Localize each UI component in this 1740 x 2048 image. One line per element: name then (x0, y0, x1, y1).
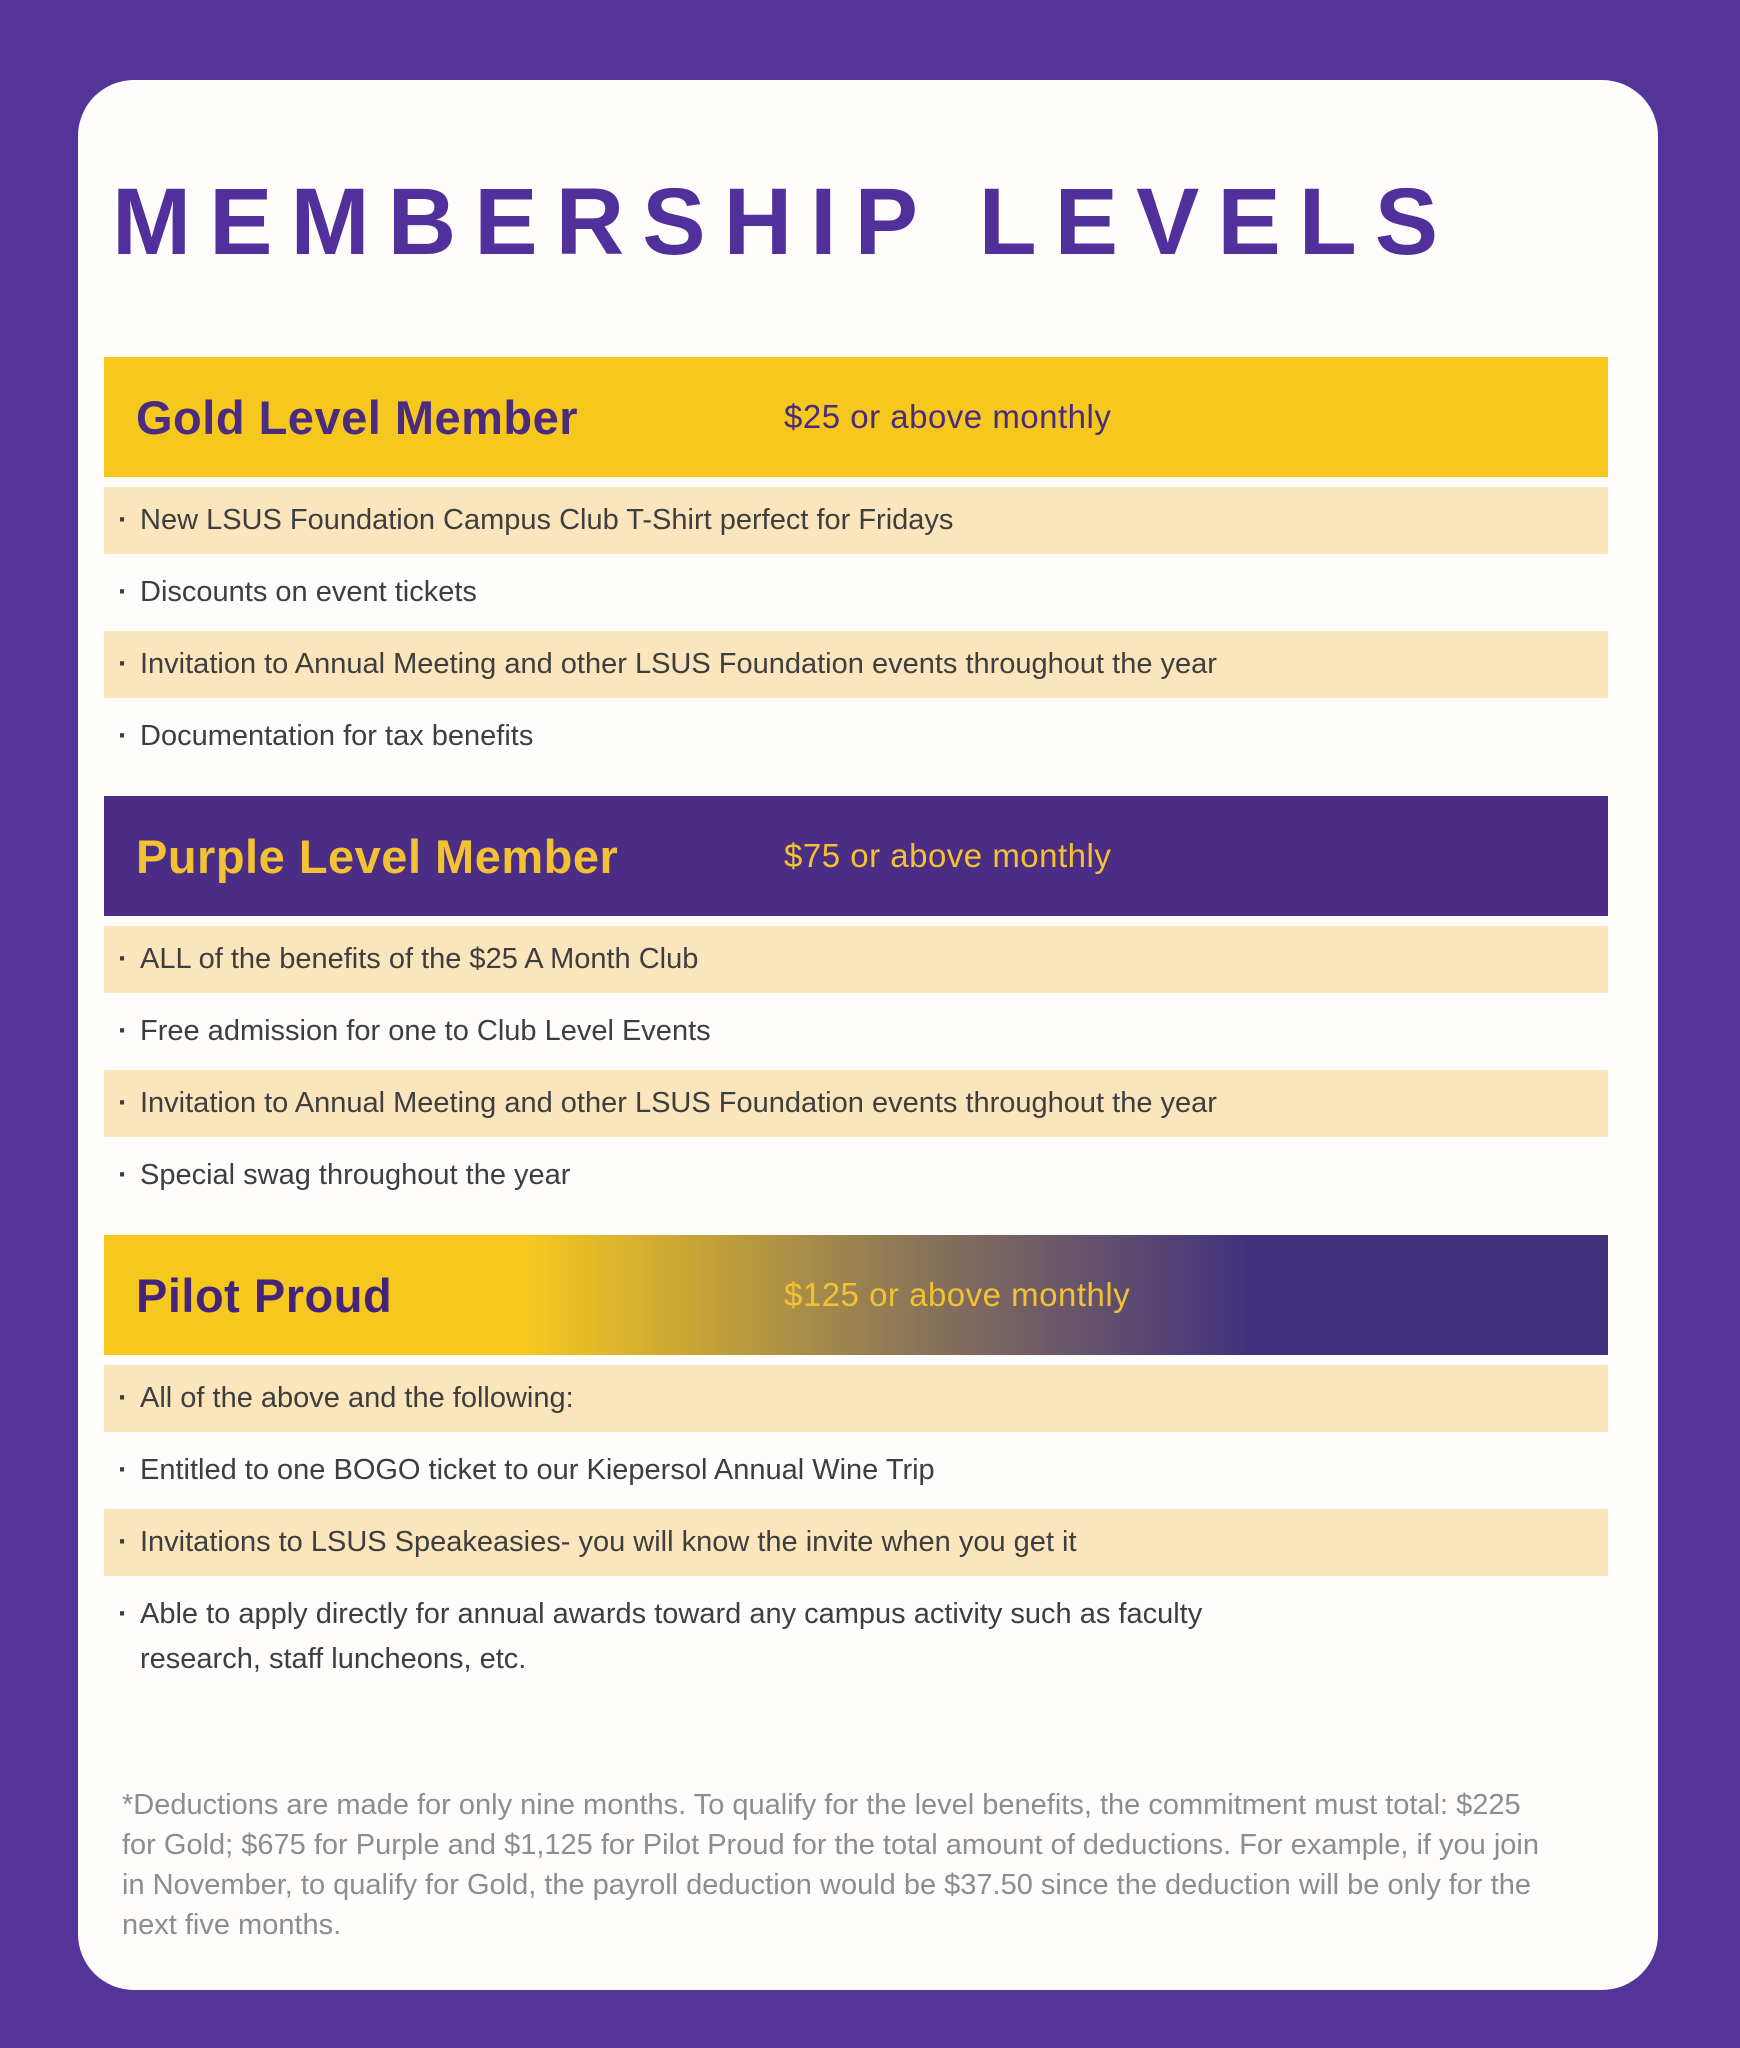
bullet-icon: · (118, 720, 128, 752)
benefit-item (104, 1509, 1608, 1576)
bullet-icon: · (118, 648, 128, 680)
pilot-section-price: $125 or above monthly (784, 1276, 1131, 1313)
benefit-text: Documentation for tax benefits (140, 720, 534, 752)
section-pilot-proud (104, 1235, 1608, 1693)
bullet-icon: · (118, 1454, 128, 1486)
section-gold (104, 357, 1608, 770)
gold-section-title: Gold Level Member (136, 390, 579, 444)
pilot-section-title: Pilot Proud (136, 1268, 393, 1322)
purple-benefit-list (104, 926, 1608, 1209)
bullet-icon: · (118, 1087, 128, 1119)
bullet-icon: · (118, 576, 128, 608)
purple-section-price: $75 or above monthly (784, 837, 1112, 874)
benefit-item (104, 1070, 1608, 1137)
bullet-icon: · (118, 1159, 128, 1191)
benefit-text: Invitation to Annual Meeting and other LSUS Foundation events throughout the year (140, 648, 1217, 680)
gold-benefit-list (104, 487, 1608, 770)
membership-card (78, 80, 1658, 1990)
benefit-item (104, 631, 1608, 698)
benefit-item (104, 1142, 1608, 1209)
benefit-text: Able to apply directly for annual awards toward any campus activity such as faculty research, staff luncheons, etc. (140, 1598, 1203, 1675)
page-title: MEMBERSHIP LEVELS (112, 169, 1457, 275)
bullet-icon: · (118, 504, 128, 536)
benefit-item (104, 1437, 1608, 1504)
benefit-text: All of the above and the following: (140, 1382, 574, 1414)
benefit-item (104, 998, 1608, 1065)
benefit-text: Special swag throughout the year (140, 1159, 571, 1191)
benefit-text: New LSUS Foundation Campus Club T-Shirt perfect for Fridays (140, 504, 954, 536)
bullet-icon: · (118, 1598, 128, 1630)
gold-section-header (104, 357, 1608, 477)
benefit-text: ALL of the benefits of the $25 A Month Club (140, 943, 699, 975)
bullet-icon: · (118, 943, 128, 975)
benefit-text: Discounts on event tickets (140, 576, 477, 608)
purple-section-header (104, 796, 1608, 916)
pilot-benefit-list (104, 1365, 1608, 1693)
gold-section-price: $25 or above monthly (784, 398, 1112, 435)
benefit-item (104, 487, 1608, 554)
footnote: *Deductions are made for only nine months. To qualify for the level benefits, the commitment must total: $225 for Gold; $675 for Purple and $1,125 for Pilot Proud for the total amount of deductions. For example, if you join in November, to qualify for Gold, the payroll deduction would be $37.50 since the deduction will be only for the next five months. (122, 1789, 1539, 1941)
bullet-icon: · (118, 1015, 128, 1047)
benefit-text: Invitation to Annual Meeting and other LSUS Foundation events throughout the year (140, 1087, 1217, 1119)
benefit-text: Entitled to one BOGO ticket to our Kiepersol Annual Wine Trip (140, 1454, 935, 1486)
benefit-text: Invitations to LSUS Speakeasies- you will know the invite when you get it (140, 1526, 1077, 1558)
benefit-item (104, 1581, 1608, 1693)
section-purple (104, 796, 1608, 1209)
pilot-section-header (104, 1235, 1608, 1355)
bullet-icon: · (118, 1526, 128, 1558)
benefit-item (104, 703, 1608, 770)
benefit-item (104, 1365, 1608, 1432)
benefit-item (104, 926, 1608, 993)
purple-section-title: Purple Level Member (136, 829, 619, 883)
benefit-item (104, 559, 1608, 626)
bullet-icon: · (118, 1382, 128, 1414)
benefit-text: Free admission for one to Club Level Events (140, 1015, 711, 1047)
